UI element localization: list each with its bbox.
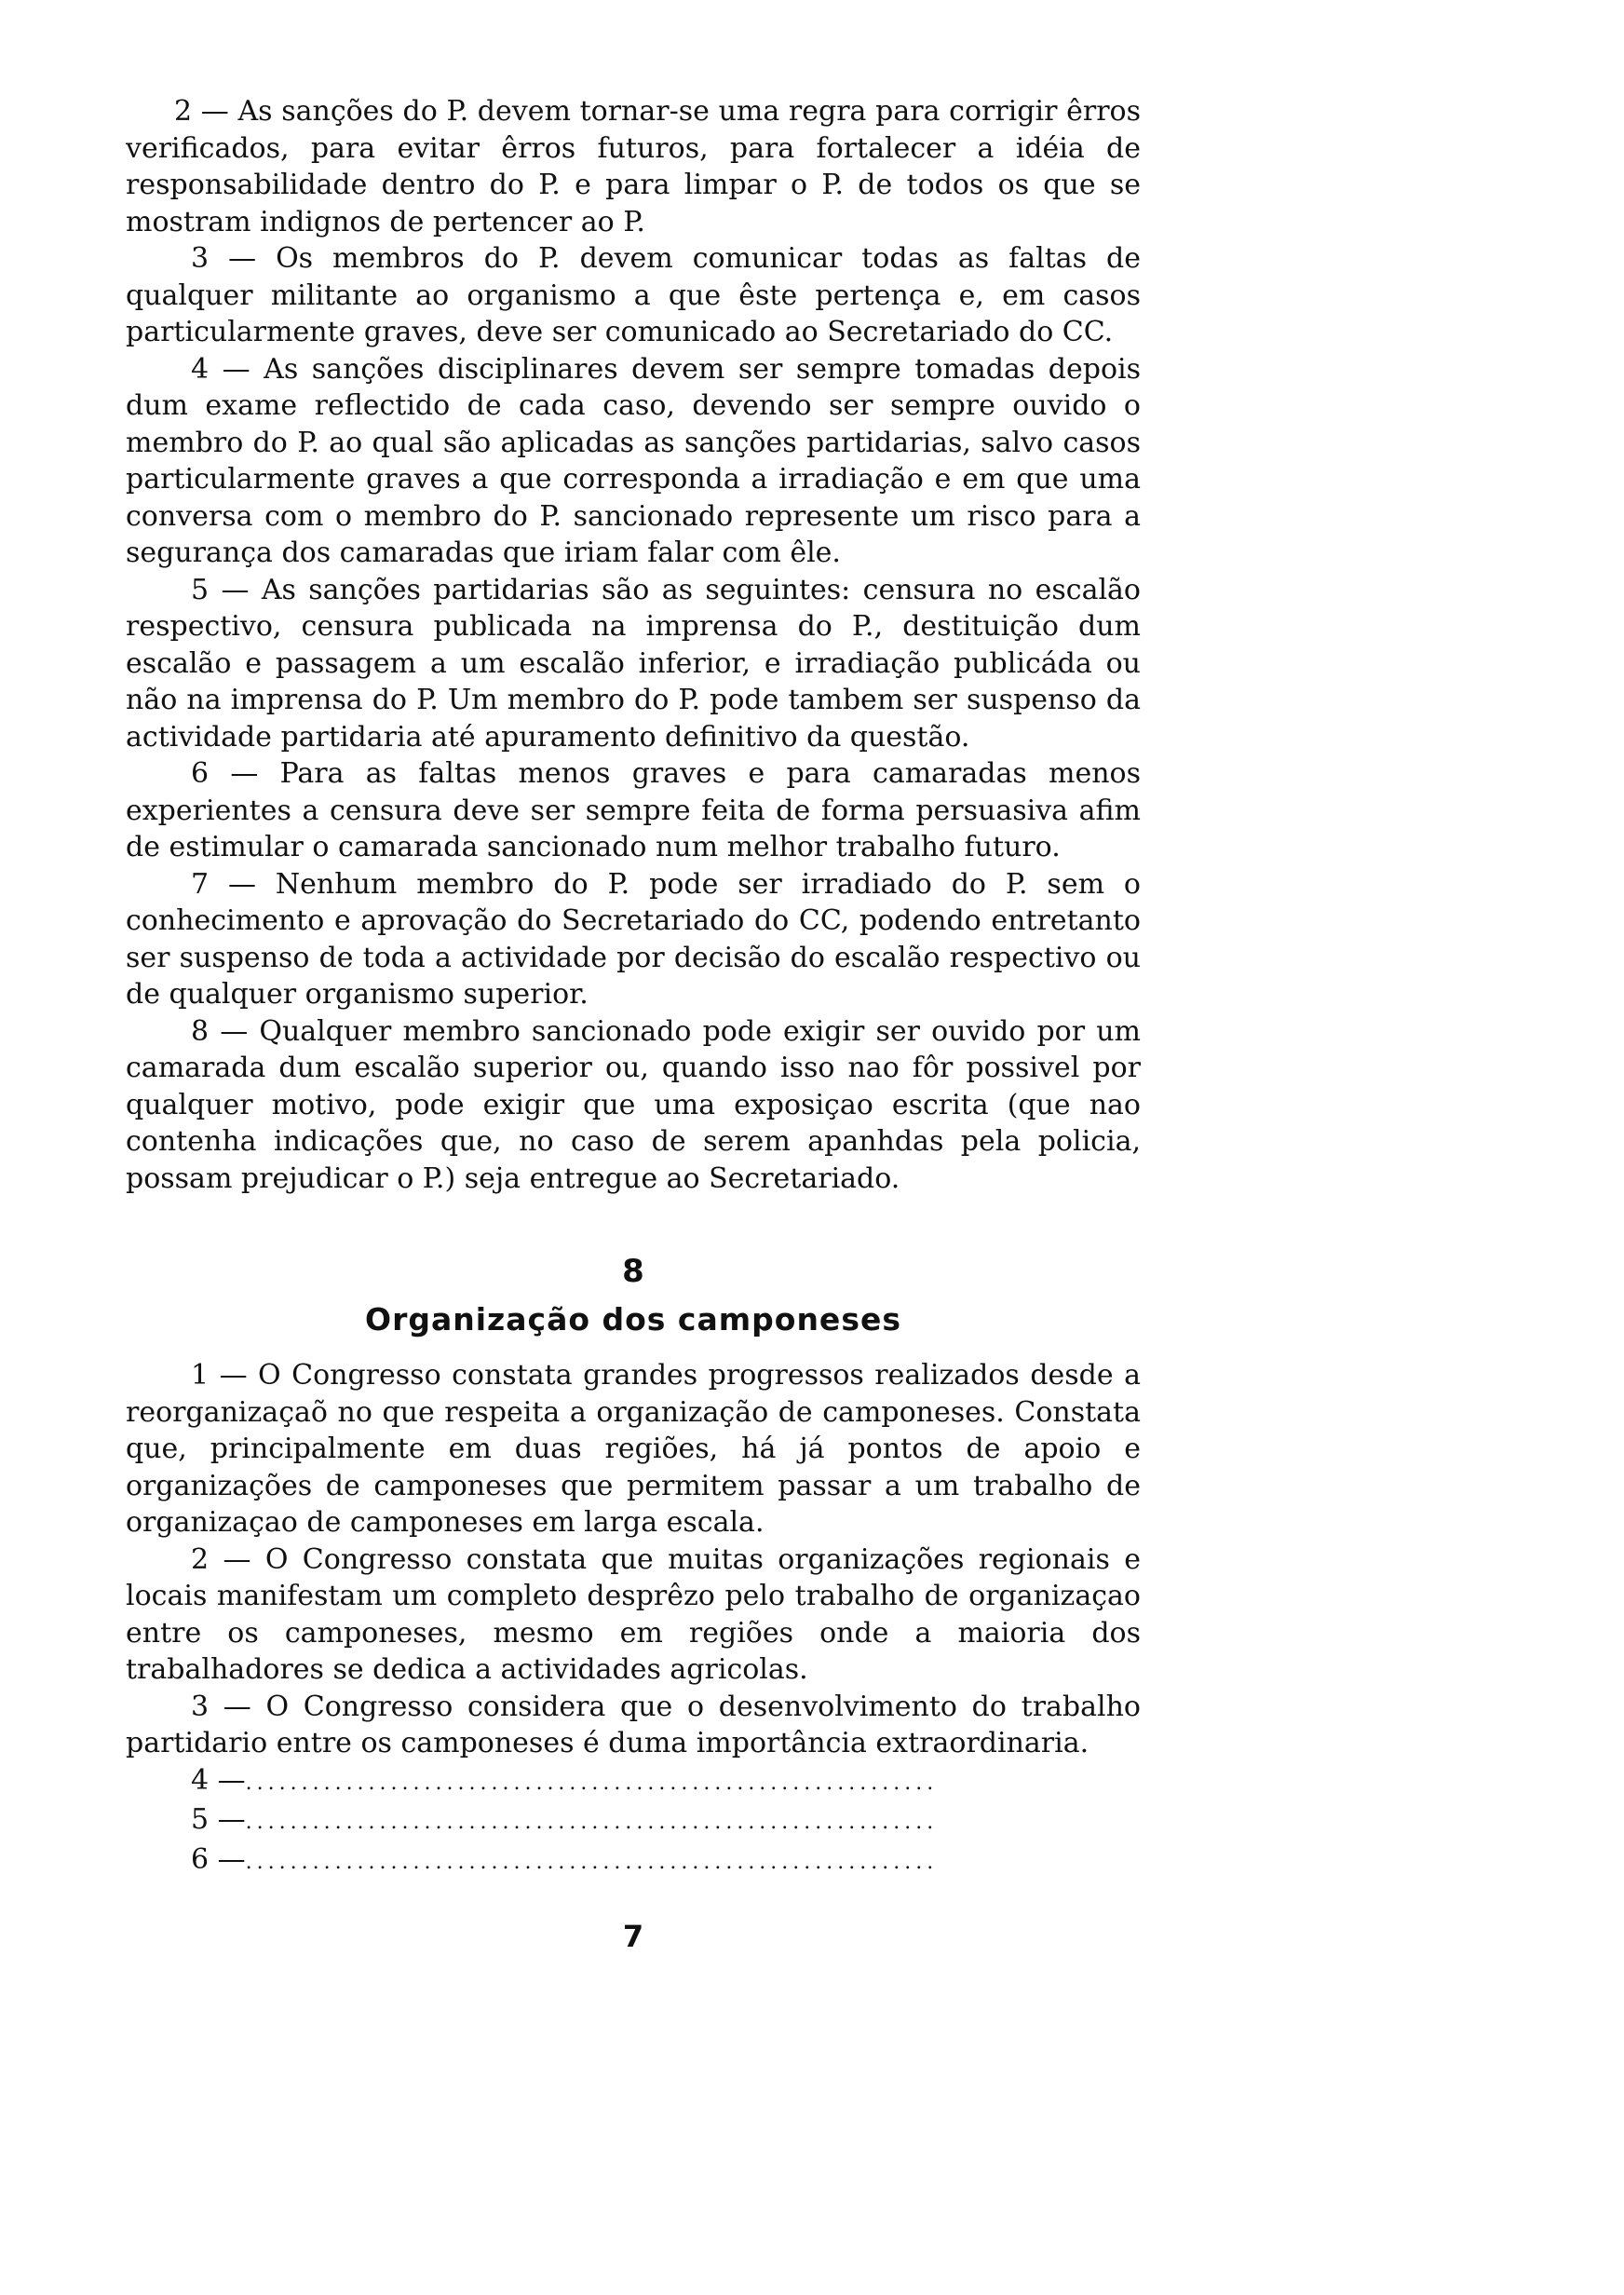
peasants-item-1: 1 — O Congresso constata grandes progressos realizados desde a reorganizaçaõ no que respeita a organização de camponeses. Constata que, principalmente em duas regiões, há já pontos de apoio e organizações de camponeses que permitem passar a um trabalho de organizaçao de camponeses em larga escala. [126,1359,1141,1539]
text-column [126,93,1141,1955]
section-number: 8 [622,1253,644,1290]
sanction-item-6: 6 — Para as faltas menos graves e para camaradas menos experientes a censura deve ser sempre feita de forma persuasiva afim de estimular o camarada sancionado num melhor trabalho futuro. [126,757,1141,863]
sanction-item-5: 5 — As sanções partidarias são as seguintes: censura no escalão respectivo, censura publicada na imprensa do P., destituição dum escalão e passagem a um escalão inferior, e irradiação publicáda ou não na imprensa do P. Um membro do P. pode tambem ser suspenso da actividade partidaria até apuramento definitivo da questão. [126,573,1141,754]
elided-item-dots: .............................................................. [245,1850,939,1874]
elided-item-number: 4 — [191,1763,246,1797]
elided-item-dots: .............................................................. [245,1771,939,1795]
sanction-item-7: 7 — Nenhum membro do P. pode ser irradiado do P. sem o conhecimento e aprovação do Secretariado do CC, podendo entretanto ser suspenso de toda a actividade por decisão do escalão respectivo ou de qualquer organismo superior. [126,867,1141,1011]
elided-item-5 [126,1801,1141,1841]
elided-item-number: 5 — [191,1803,246,1836]
elided-item-dots: .............................................................. [245,1811,939,1834]
elided-item-4 [126,1762,1141,1802]
sanction-item-2: 2 — As sanções do P. devem tornar-se uma regra para corrigir êrros verificados, para evitar êrros futuros, para fortalecer a idéia de responsabilidade dentro do P. e para limpar o P. de todos os que se mostram indignos de pertencer ao P. [126,95,1141,238]
page-number: 7 [622,1919,644,1954]
sanction-item-3: 3 — Os membros do P. devem comunicar todas as faltas de qualquer militante ao organismo a que êste pertença e, em casos particularmente graves, deve ser comunicado ao Secretariado do CC. [126,242,1141,348]
peasants-item-2: 2 — O Congresso constata que muitas organizações regionais e locais manifestam um completo desprêzo pelo trabalho de organizaçao entre os camponeses, mesmo em regiões onde a maioria dos trabalhadores se dedica a actividades agricolas. [126,1542,1141,1686]
peasants-item-3: 3 — O Congresso considera que o desenvolvimento do trabalho partidario entre os camponeses é duma importância extraordinaria. [126,1690,1141,1759]
elided-item-number: 6 — [191,1842,246,1876]
elided-item-6 [126,1841,1141,1881]
sanction-item-4: 4 — As sanções disciplinares devem ser sempre tomadas depois dum exame reflectido de cada caso, devendo ser sempre ouvido o membro do P. ao qual são aplicadas as sanções partidarias, salvo casos particularmente graves a que corresponda a irradiação e em que uma conversa com o membro do P. sancionado represente um risco para a segurança dos camaradas que iriam falar com êle. [126,352,1141,569]
section-title: Organização dos camponeses [365,1301,901,1338]
sanction-item-8: 8 — Qualquer membro sancionado pode exigir ser ouvido por um camarada dum escalão superior ou, quando isso nao fôr possivel por qualquer motivo, pode exigir que uma exposiçao escrita (que nao contenha indicações que, no caso de serem apanhdas pela policia, possam prejudicar o P.) seja entregue ao Secretariado. [126,1014,1141,1195]
